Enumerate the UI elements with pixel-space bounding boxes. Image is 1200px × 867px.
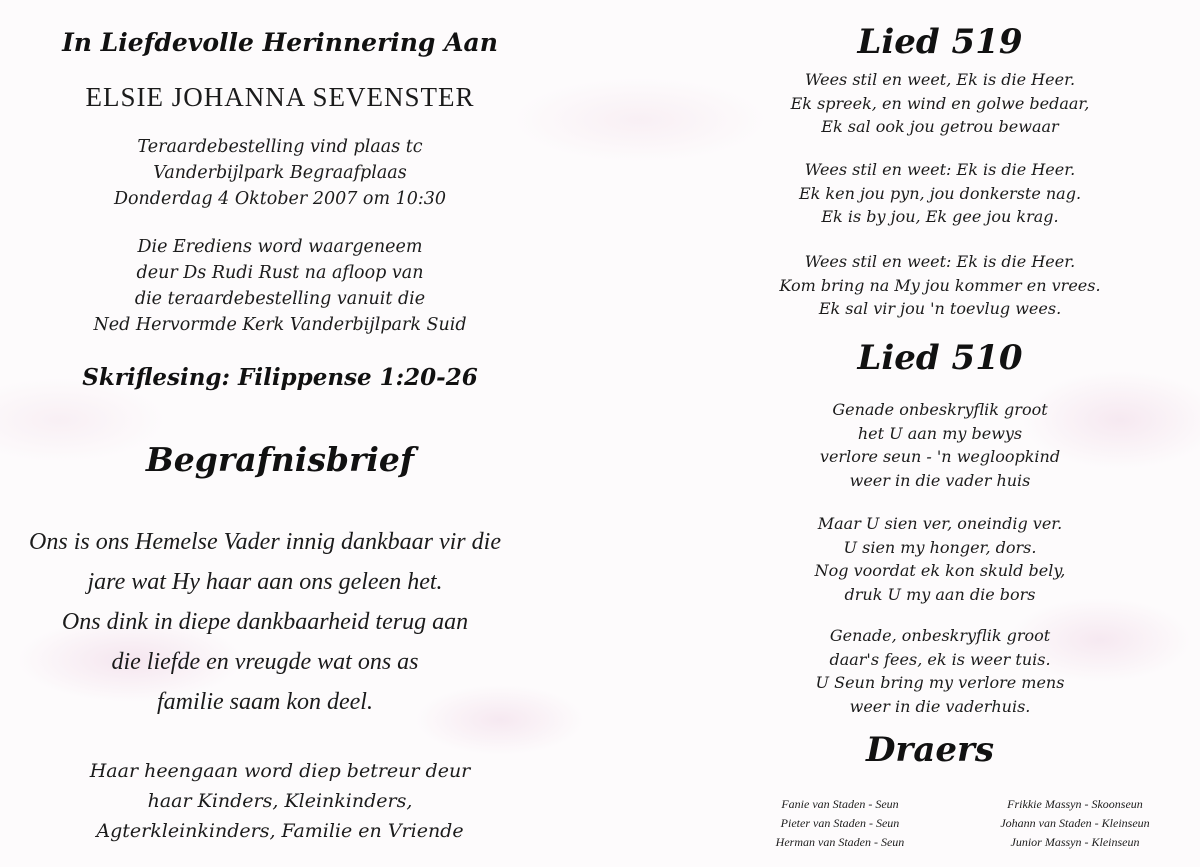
service-line: Ned Hervormde Kerk Vanderbijlpark Suid (93, 315, 467, 335)
mourners-line: haar Kinders, Kleinkinders, (147, 790, 413, 812)
verse-line: Ek spreek, en wind en golwe bedaar, (790, 93, 1090, 113)
verse-line: U Seun bring my verlore mens (815, 673, 1065, 692)
pallbearer-name: Junior Massyn - Kleinseun (1010, 835, 1140, 849)
pallbearers-right-column (970, 795, 1180, 852)
verse-line: Genade onbeskryflik groot (832, 400, 1048, 419)
letter-line: Ons dink in diepe dankbaarheid terug aan (61, 609, 469, 635)
scripture-reading: Skriflesing: Filippense 1:20-26 (82, 364, 478, 391)
burial-line: Donderdag 4 Oktober 2007 om 10:30 (113, 189, 447, 209)
funeral-letter-title: Begrafnisbrief (145, 440, 415, 479)
verse-line: Kom bring na My jou kommer en vrees. (779, 275, 1101, 295)
verse-line: Wees stil en weet: Ek is die Heer. (804, 160, 1076, 179)
pallbearer-name: Frikkie Massyn - Skoonseun (1007, 797, 1143, 811)
verse-line: Genade, onbeskryflik groot (829, 626, 1051, 645)
pallbearer-name: Herman van Staden - Seun (775, 835, 905, 849)
pallbearers-title: Draers (865, 730, 995, 770)
hymn-519-verse-3 (660, 250, 1200, 321)
hymn-519-verse-1 (660, 68, 1200, 139)
verse-line: weer in die vader huis (849, 470, 1031, 490)
verse-line: Ek is by jou, Ek gee jou krag. (821, 207, 1059, 226)
service-line: deur Ds Rudi Rust na afloop van (136, 263, 424, 283)
service-line: die teraardebestelling vanuit die (134, 289, 426, 309)
pallbearers-left-column (750, 795, 930, 852)
hymn-510-verse-1 (660, 398, 1200, 492)
mourners-line: Haar heengaan word diep betreur deur (89, 760, 471, 782)
mourners-line: Agterkleinkinders, Familie en Vriende (96, 820, 464, 842)
verse-line: Ek sal vir jou 'n toevlug wees. (818, 299, 1062, 318)
letter-line: jare wat Hy haar aan ons geleen het. (87, 569, 443, 595)
pallbearer-name: Johann van Staden - Kleinseun (1000, 816, 1150, 830)
verse-line: weer in die vaderhuis. (849, 696, 1031, 716)
verse-line: Nog voordat ek kon skuld bely, (814, 561, 1066, 580)
service-line: Die Erediens word waargeneem (137, 237, 423, 257)
pallbearer-name: Fanie van Staden - Seun (781, 797, 899, 811)
letter-line: familie saam kon deel. (157, 689, 373, 715)
burial-line: Teraardebestelling vind plaas tc (137, 137, 423, 157)
in-memory-heading: In Liefdevolle Herinnering Aan (62, 28, 498, 57)
burial-line: Vanderbijlpark Begraafplaas (153, 163, 407, 183)
hymn-510-title: Lied 510 (857, 338, 1023, 378)
verse-line: Ek sal ook jou getrou bewaar (821, 117, 1059, 136)
mourners-text (20, 756, 540, 846)
burial-details (0, 134, 560, 212)
hymn-519-verse-2 (660, 158, 1200, 229)
verse-line: het U aan my bewys (857, 423, 1023, 443)
letter-line: die liefde en vreugde wat ons as (111, 649, 419, 675)
verse-line: druk U my aan die bors (844, 584, 1036, 604)
verse-line: verlore seun - 'n wegloopkind (819, 447, 1061, 466)
verse-line: Wees stil en weet: Ek is die Heer. (804, 252, 1076, 271)
hymn-510-verse-2 (660, 512, 1200, 606)
funeral-letter-body (0, 522, 530, 722)
hymn-510-verse-3 (660, 624, 1200, 718)
verse-line: U sien my honger, dors. (843, 537, 1037, 557)
pallbearer-name: Pieter van Staden - Seun (780, 816, 900, 830)
letter-line: Ons is ons Hemelse Vader innig dankbaar vir die (29, 529, 501, 555)
hymn-519-title: Lied 519 (857, 22, 1023, 62)
verse-line: Ek ken jou pyn, jou donkerste nag. (798, 183, 1082, 203)
deceased-name: ELSIE JOHANNA SEVENSTER (85, 82, 475, 112)
service-details (0, 234, 560, 338)
verse-line: daar's fees, ek is weer tuis. (829, 649, 1051, 669)
verse-line: Maar U sien ver, oneindig ver. (817, 514, 1063, 533)
verse-line: Wees stil en weet, Ek is die Heer. (804, 70, 1076, 89)
